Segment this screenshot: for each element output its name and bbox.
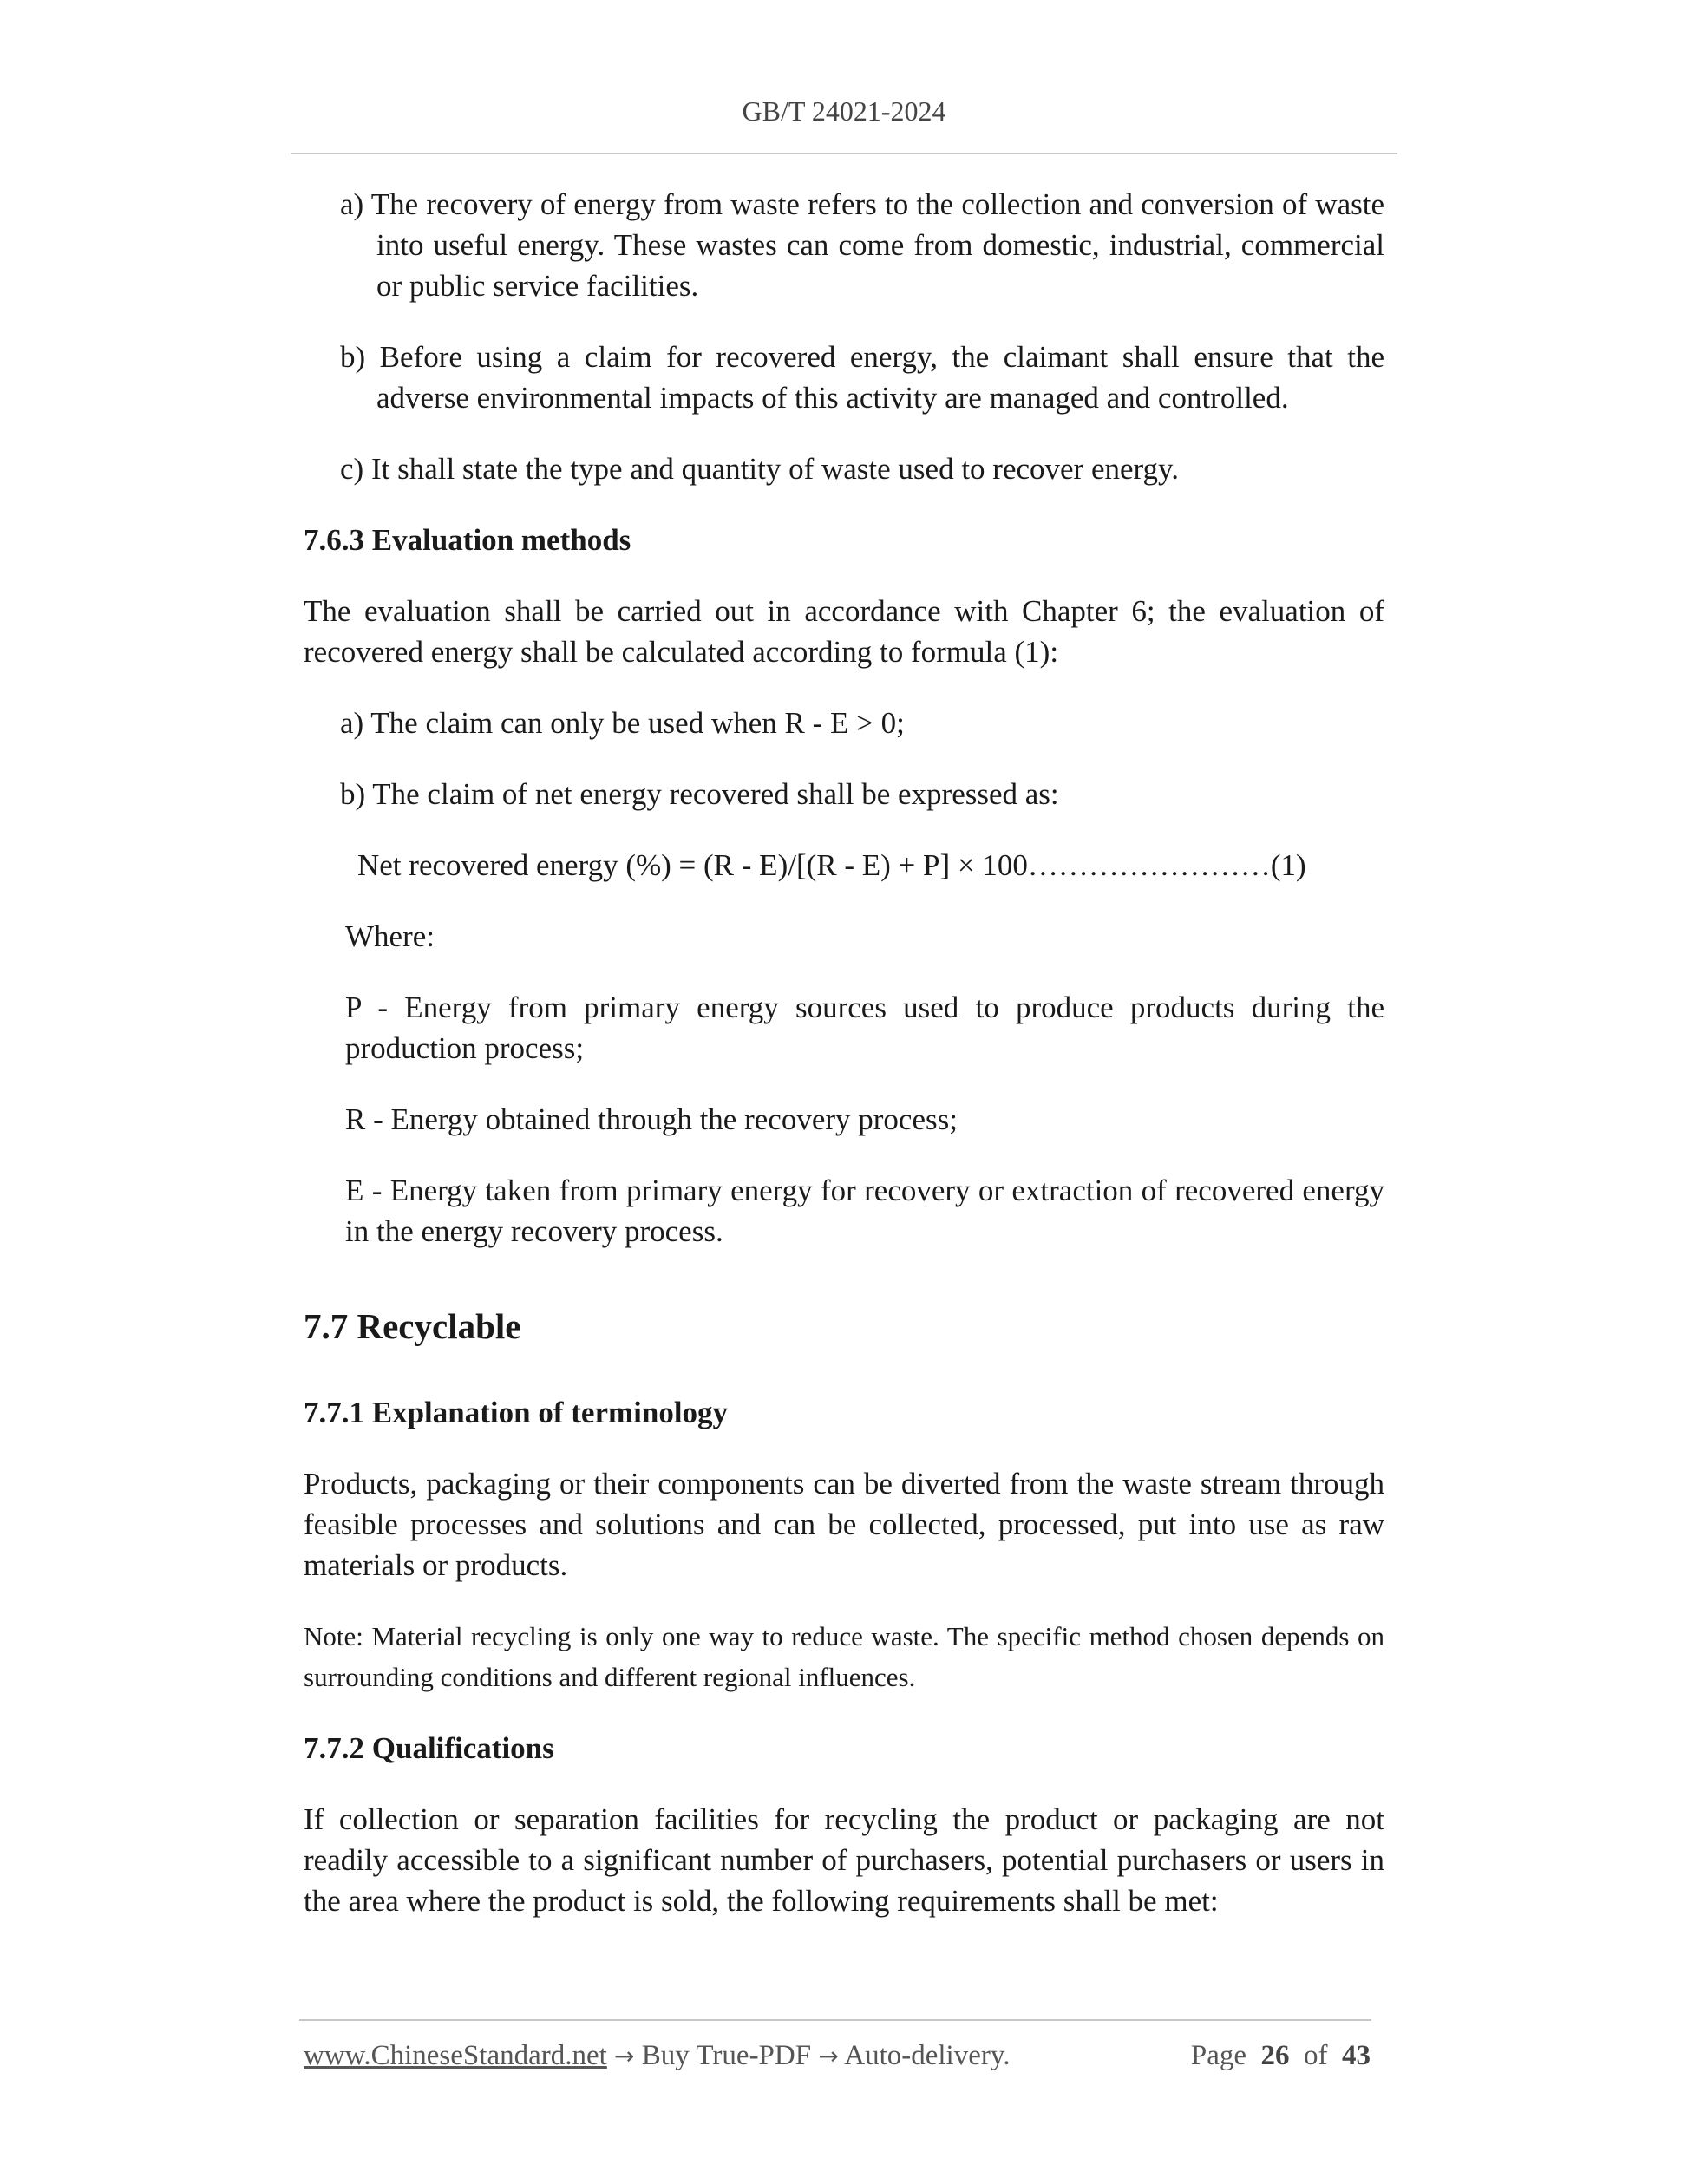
definition-r: R - Energy obtained through the recovery process; (345, 1102, 958, 1136)
page-footer (304, 2040, 1371, 2072)
buy-text: Buy True-PDF (641, 2040, 812, 2071)
qualifications-text: If collection or separation facilities for recycling the product or packaging are not readily accessible to a significant number of purchasers, potential purchasers or users in the area where the product is sold, the following requirements shall be met: (304, 1802, 1384, 1918)
definition-e: E - Energy taken from primary energy for recovery or extraction of recovered energy in the energy recovery process. (345, 1174, 1384, 1248)
evaluation-intro: The evaluation shall be carried out in accordance with Chapter 6; the evaluation of recovered energy shall be calculated according to formula (1): (304, 594, 1384, 669)
where-label: Where: (345, 919, 435, 953)
list-item-b: b) Before using a claim for recovered energy, the claimant shall ensure that the adverse environmental impacts of this activity are managed and controlled. (340, 340, 1384, 415)
note-text: Note: Material recycling is only one way to reduce waste. The specific method chosen depends on surrounding conditions and different regional influences. (304, 1621, 1384, 1692)
evaluation-item-b: b) The claim of net energy recovered shall be expressed as: (340, 777, 1059, 811)
footer-divider (299, 2019, 1371, 2021)
heading-7-6-3: 7.6.3 Evaluation methods (304, 523, 631, 557)
header-divider (291, 153, 1397, 154)
arrow-right-icon: → (818, 2042, 839, 2070)
of-label: of (1304, 2040, 1328, 2071)
definition-p: P - Energy from primary energy sources used to produce products during the production process; (345, 991, 1384, 1065)
heading-7-7-1: 7.7.1 Explanation of terminology (304, 1396, 729, 1429)
page-indicator (1191, 2040, 1371, 2072)
page-label: Page (1190, 2040, 1246, 2071)
total-pages: 43 (1342, 2040, 1371, 2071)
page-number: 26 (1260, 2040, 1290, 2071)
delivery-text: Auto-delivery. (844, 2040, 1011, 2071)
evaluation-item-a: a) The claim can only be used when R - E > 0; (340, 706, 905, 740)
heading-7-7-2: 7.7.2 Qualifications (304, 1731, 554, 1765)
page-header: GB/T 24021-2024 (742, 95, 946, 127)
site-link[interactable]: www.ChineseStandard.net (304, 2040, 607, 2071)
list-item-c: c) It shall state the type and quantity of waste used to recover energy. (340, 452, 1180, 486)
terminology-text: Products, packaging or their components can be diverted from the waste stream through feasible processes and solutions and can be collected, processed, put into use as raw materials or products. (304, 1467, 1384, 1582)
page-content (304, 184, 1384, 1952)
heading-7-7: 7.7 Recyclable (304, 1306, 521, 1346)
list-item-a: a) The recovery of energy from waste refers to the collection and conversion of waste into useful energy. These wastes can come from domestic, industrial, commercial or public service facilities. (340, 187, 1384, 303)
footer-left (304, 2040, 1010, 2072)
formula-1: Net recovered energy (%) = (R - E)/[(R - E) + P] × 100……………………(1) (357, 848, 1306, 882)
arrow-right-icon: → (614, 2042, 635, 2070)
